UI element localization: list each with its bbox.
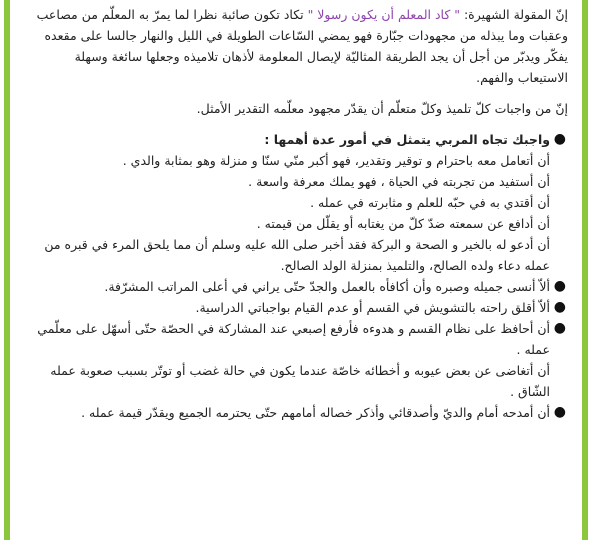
duties-list xyxy=(24,129,568,423)
sub-line: أن أدافع عن سمعته ضدّ كلّ من يغتابه أو يقلّل من قيمته . xyxy=(256,216,550,231)
famous-quote: " كاد المعلم أن يكون رسولا " xyxy=(307,7,460,22)
list-item-text: أن أحافظ على نظام القسم و هدوءه فأرفع إصبعي عند المشاركة في الحصّة حتّى أسهّل على معلّمي عمله . xyxy=(37,321,550,357)
green-border-frame xyxy=(4,0,588,540)
list-item-text: ألاّ أنسى جميله وصبره وأن أكافأه بالعمل والجدّ حتّى يراني في أعلى المراتب المشرّفة. xyxy=(104,279,550,294)
duty-paragraph: إنّ من واجبات كلّ تلميذ وكلّ متعلّم أن يقدّر مجهود معلّمه التقدير الأمثل. xyxy=(196,101,568,116)
list-item xyxy=(24,297,566,318)
list-item-text: أن أمدحه أمام والديّ وأصدقائي وأذكر خصاله أمامهم حتّى يحترمه الجميع ويقدّر قيمة عمله . xyxy=(81,405,550,420)
intro-text-start: إنّ المقولة الشهيرة: xyxy=(460,7,568,22)
sub-line: أن أستفيد من تجربته في الحياة ، فهو يملك معرفة واسعة . xyxy=(248,174,550,189)
intro-paragraph xyxy=(24,4,568,88)
sub-line: أن أتغاضى عن بعض عيوبه و أخطائه خاصّة عندما يكون في حالة غضب أو توتّر بسبب صعوبة عمله الشّاق . xyxy=(50,363,550,399)
list-item xyxy=(24,402,566,423)
list-item-text: ألاّ أقلق راحته بالتشويش في القسم أو عدم القيام بواجباتي الدراسية. xyxy=(195,300,550,315)
bullet-icon: ● xyxy=(553,131,566,147)
sub-line: أن أدعو له بالخير و الصحة و البركة فقد أخبر صلى الله عليه وسلم أن مما يلحق المرء في قبره من عمله دعاء ولده الصالح، والتلميذ بمنزلة الولد الصالح. xyxy=(44,237,550,273)
article-body xyxy=(24,4,568,423)
intro-text-rest: تكاد تكون صائبة نظرا لما يمرّ به المعلّم من مصاعب وعقبات وما يبذله من مجهودات جبّارة فهو يمضي السّاعات الطويلة في الليل والنهار جالسا على مقعده يفكّر ويدبّر من أجل أن يجد الطريقة المثاليّة لإيصال المعلومة لأذهان تلاميذه وجعلها سائغة وسهلة الاستيعاب والفهم. xyxy=(36,7,568,85)
bullet-icon: ● xyxy=(553,320,566,336)
bullet-icon: ● xyxy=(553,278,566,294)
sub-line: أن أقتدي به في حبّه للعلم و مثابرته في عمله . xyxy=(310,195,550,210)
bullet-icon: ● xyxy=(553,299,566,315)
list-heading: واجبك تجاه المربي يتمثل في أمور عدة أهمها : xyxy=(264,132,550,147)
bullet-icon: ● xyxy=(553,404,566,420)
list-item xyxy=(24,276,566,297)
list-item-heading xyxy=(24,129,566,276)
sub-line: أن أتعامل معه باحترام و توقير وتقدير، فهو أكبر منّي سنّا و منزلة وهو بمثابة والدي . xyxy=(122,153,550,168)
list-item xyxy=(24,318,566,402)
